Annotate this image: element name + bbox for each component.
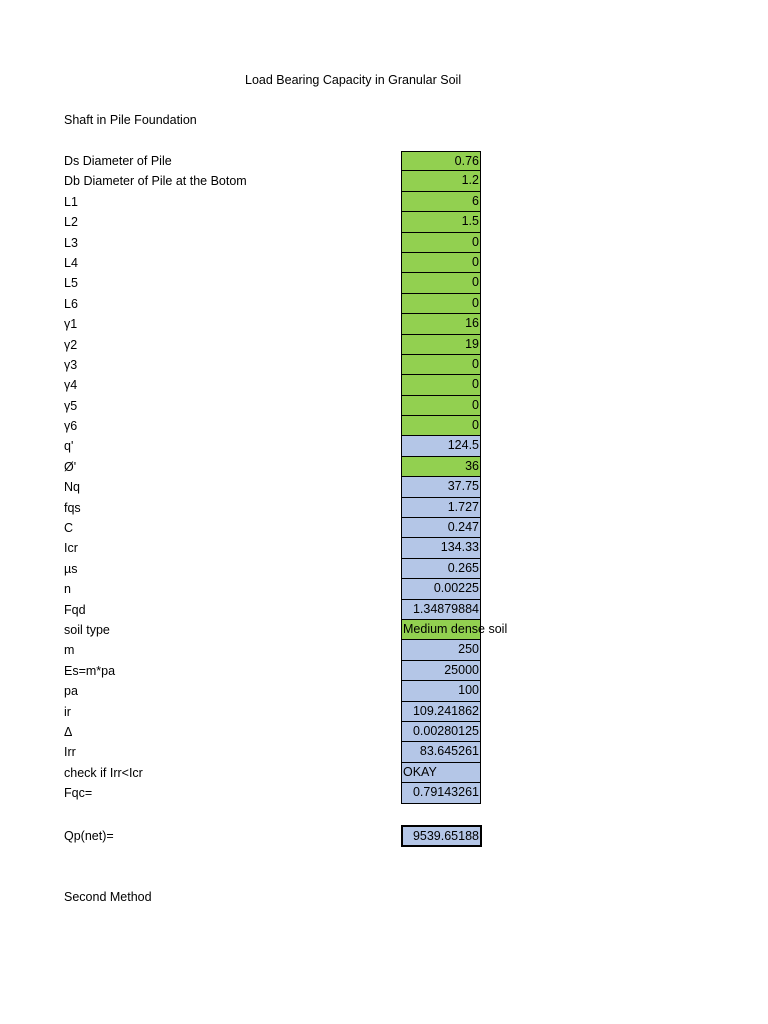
table-row [0,335,768,355]
table-row [0,375,768,395]
row-label: Icr [64,541,78,556]
row-label: γ6 [64,419,78,434]
value-cell[interactable]: 0 [401,273,481,293]
row-label: γ1 [64,317,78,332]
row-label: C [64,521,74,536]
row-label: Fqd [64,602,86,617]
table-row [0,559,768,579]
qp-net-label: Qp(net)= [64,829,114,843]
table-row [0,253,768,273]
value-cell[interactable]: 1.34879884 [401,600,481,620]
table-row [0,273,768,293]
row-label: L5 [64,276,78,291]
row-label: L1 [64,194,78,209]
row-label: Irr [64,745,76,760]
section-subtitle: Shaft in Pile Foundation [64,113,197,127]
row-label: Δ [64,724,73,739]
row-label: Db Diameter of Pile at the Botom [64,174,247,189]
table-row [0,457,768,477]
value-cell[interactable]: 0.247 [401,518,481,538]
row-label: µs [64,561,78,576]
sheet-title: Load Bearing Capacity in Granular Soil [245,73,462,87]
row-label: Nq [64,480,80,495]
parameter-table [0,151,768,804]
table-row [0,600,768,620]
row-label: soil type [64,622,110,637]
row-label: L6 [64,296,78,311]
row-label: pa [64,684,78,699]
row-label: m [64,643,75,658]
value-cell[interactable]: 0 [401,355,481,375]
table-row [0,171,768,191]
table-row [0,518,768,538]
value-cell[interactable]: 100 [401,681,481,701]
value-cell[interactable]: 1.727 [401,498,481,518]
table-row [0,498,768,518]
value-cell[interactable]: 124.5 [401,436,481,456]
value-cell[interactable]: 25000 [401,661,481,681]
table-row [0,538,768,558]
table-row [0,151,768,171]
value-cell[interactable]: 0.79143261 [401,783,481,803]
row-label: fqs [64,500,81,515]
second-method-heading: Second Method [64,890,152,904]
soil-type-cell[interactable]: Medium dense soil [401,620,481,640]
value-cell[interactable]: 16 [401,314,481,334]
table-row [0,416,768,436]
row-label: L3 [64,235,78,250]
row-label: L2 [64,215,78,230]
table-row [0,436,768,456]
row-label: Ds Diameter of Pile [64,154,172,168]
row-label: γ4 [64,378,78,393]
value-cell[interactable]: 134.33 [401,538,481,558]
table-row [0,763,768,783]
row-label: Fqc= [64,786,93,801]
row-label: L4 [64,255,78,270]
table-row [0,661,768,681]
value-cell[interactable]: 1.5 [401,212,481,232]
table-row [0,314,768,334]
check-result-cell[interactable]: OKAY [401,763,481,783]
table-row [0,783,768,803]
table-row [0,192,768,212]
value-cell[interactable]: 250 [401,640,481,660]
table-row [0,702,768,722]
row-label: Es=m*pa [64,663,116,678]
value-cell[interactable]: 109.241862 [401,702,481,722]
value-cell[interactable]: 36 [401,457,481,477]
value-cell[interactable]: 19 [401,335,481,355]
row-label: check if Irr<Icr [64,765,143,780]
value-cell[interactable]: 0.00280125 [401,722,481,742]
value-cell[interactable]: 0 [401,294,481,314]
value-cell[interactable]: 0 [401,416,481,436]
row-label: γ2 [64,337,78,352]
table-row [0,681,768,701]
table-row [0,233,768,253]
table-row [0,742,768,762]
value-cell[interactable]: 1.2 [401,171,481,191]
table-row [0,294,768,314]
table-row [0,477,768,497]
table-row [0,579,768,599]
table-row [0,355,768,375]
row-label: ir [64,704,71,719]
qp-net-value-cell[interactable]: 9539.65188 [401,825,482,847]
value-cell[interactable]: 6 [401,192,481,212]
row-label: Ø' [64,459,77,474]
row-label: γ3 [64,357,78,372]
value-cell[interactable]: 37.75 [401,477,481,497]
table-row [0,396,768,416]
value-cell[interactable]: 0 [401,396,481,416]
table-row [0,722,768,742]
value-cell[interactable]: 83.645261 [401,742,481,762]
row-label: γ5 [64,398,78,413]
value-cell[interactable]: 0 [401,233,481,253]
value-cell[interactable]: 0 [401,253,481,273]
value-cell[interactable]: 0 [401,375,481,395]
value-cell[interactable]: 0.00225 [401,579,481,599]
table-row [0,640,768,660]
table-row [0,620,768,640]
value-cell[interactable]: 0.76 [401,151,481,171]
table-row [0,212,768,232]
row-label: q' [64,439,74,454]
value-cell[interactable]: 0.265 [401,559,481,579]
row-label: n [64,582,71,597]
